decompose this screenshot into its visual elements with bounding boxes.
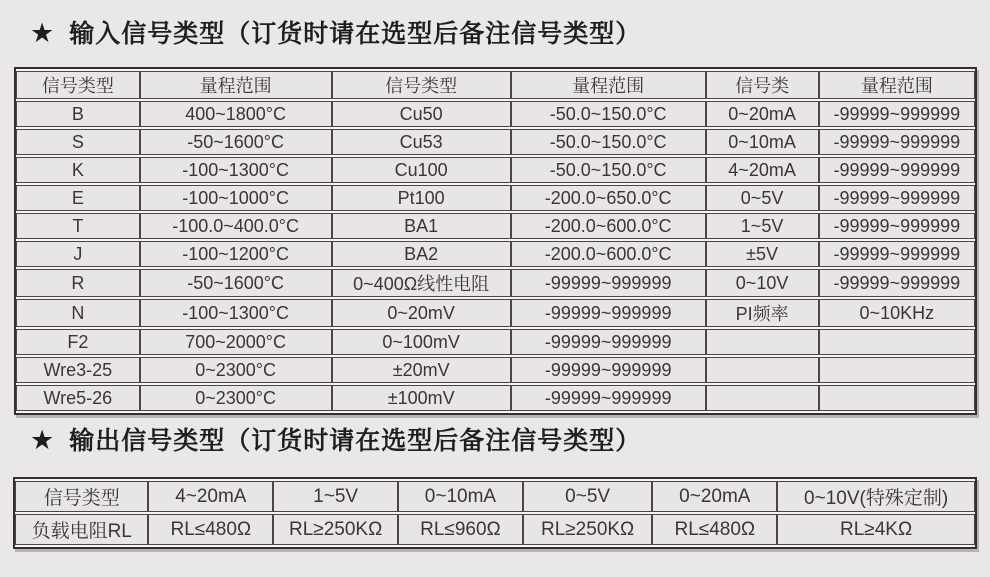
table-cell: T [16, 213, 140, 239]
table-row [16, 185, 975, 211]
table-cell: -99999~999999 [819, 213, 975, 239]
table-row [16, 269, 975, 297]
table-row [16, 129, 975, 155]
input-table-body [16, 101, 975, 411]
table-cell [706, 357, 819, 383]
table-cell: 0~10mA [398, 481, 523, 512]
table-cell: RL≥250KΩ [523, 514, 653, 545]
table-cell: ±100mV [332, 385, 511, 411]
table-row [16, 213, 975, 239]
table-cell: -100~1300°C [140, 157, 332, 183]
table-cell: -99999~999999 [819, 241, 975, 267]
table-cell [706, 385, 819, 411]
table-cell: E [16, 185, 140, 211]
column-header: 信号类型 [332, 71, 511, 99]
table-row [16, 241, 975, 267]
table-cell: -100.0~400.0°C [140, 213, 332, 239]
table-cell: 负载电阻RL [15, 514, 148, 545]
table-cell: 4~20mA [706, 157, 819, 183]
table-cell: S [16, 129, 140, 155]
table-cell: 信号类型 [15, 481, 148, 512]
star-icon: ★ [30, 425, 56, 455]
table-cell: RL≤480Ω [652, 514, 777, 545]
table-cell: B [16, 101, 140, 127]
output-signal-table [15, 479, 975, 547]
input-table-header-row [16, 71, 975, 99]
table-cell: PI频率 [706, 299, 819, 327]
table-cell: Cu53 [332, 129, 511, 155]
table-cell [819, 329, 975, 355]
table-cell: -50.0~150.0°C [511, 101, 706, 127]
table-cell: 4~20mA [148, 481, 273, 512]
input-signal-table [16, 69, 975, 413]
table-cell: -99999~999999 [511, 357, 706, 383]
table-cell: 0~5V [523, 481, 653, 512]
table-cell [819, 385, 975, 411]
table-cell: 0~2300°C [140, 385, 332, 411]
input-section-title-text: 输入信号类型（订货时请在选型后备注信号类型） [69, 20, 642, 48]
table-row [15, 514, 975, 545]
table-cell: N [16, 299, 140, 327]
table-cell: 0~10KHz [819, 299, 975, 327]
table-cell: -100~1300°C [140, 299, 332, 327]
table-cell: 400~1800°C [140, 101, 332, 127]
output-table-body [15, 481, 975, 545]
column-header: 量程范围 [140, 71, 332, 99]
table-cell: RL≤480Ω [148, 514, 273, 545]
table-cell: -99999~999999 [819, 185, 975, 211]
table-cell: 0~400Ω线性电阻 [332, 269, 511, 297]
table-cell: RL≥250KΩ [273, 514, 398, 545]
table-cell: -99999~999999 [819, 129, 975, 155]
input-signal-table-container [14, 67, 977, 415]
column-header: 量程范围 [511, 71, 706, 99]
output-section-title-text: 输出信号类型（订货时请在选型后备注信号类型） [69, 427, 642, 455]
table-cell: -99999~999999 [511, 329, 706, 355]
table-cell: Cu100 [332, 157, 511, 183]
table-cell: -100~1200°C [140, 241, 332, 267]
table-row [16, 157, 975, 183]
output-signal-table-container [13, 477, 977, 549]
table-cell: Pt100 [332, 185, 511, 211]
column-header: 量程范围 [819, 71, 975, 99]
table-cell: -99999~999999 [511, 385, 706, 411]
table-cell: -99999~999999 [819, 269, 975, 297]
table-cell [706, 329, 819, 355]
table-cell: Cu50 [332, 101, 511, 127]
table-cell: 0~20mA [652, 481, 777, 512]
table-cell: Wre3-25 [16, 357, 140, 383]
table-cell: 0~2300°C [140, 357, 332, 383]
table-cell: R [16, 269, 140, 297]
table-cell: F2 [16, 329, 140, 355]
table-cell: -99999~999999 [819, 157, 975, 183]
table-cell: 0~20mV [332, 299, 511, 327]
table-cell: -50~1600°C [140, 129, 332, 155]
table-cell: -50.0~150.0°C [511, 157, 706, 183]
table-cell: 1~5V [273, 481, 398, 512]
table-cell: ±20mV [332, 357, 511, 383]
table-cell: 0~10V [706, 269, 819, 297]
table-cell: -200.0~650.0°C [511, 185, 706, 211]
table-row [16, 101, 975, 127]
table-row [16, 299, 975, 327]
table-cell: -50~1600°C [140, 269, 332, 297]
table-cell: 0~10V(特殊定制) [777, 481, 975, 512]
table-cell: K [16, 157, 140, 183]
table-cell: -200.0~600.0°C [511, 213, 706, 239]
table-row [16, 357, 975, 383]
table-cell: BA2 [332, 241, 511, 267]
table-cell: RL≥4KΩ [777, 514, 975, 545]
table-cell: -99999~999999 [819, 101, 975, 127]
table-cell: RL≤960Ω [398, 514, 523, 545]
input-section-title [30, 14, 641, 50]
table-row [16, 385, 975, 411]
table-cell: 0~100mV [332, 329, 511, 355]
column-header: 信号类 [706, 71, 819, 99]
table-cell [819, 357, 975, 383]
table-cell: -99999~999999 [511, 269, 706, 297]
table-cell: -50.0~150.0°C [511, 129, 706, 155]
table-row [15, 481, 975, 512]
table-cell: -99999~999999 [511, 299, 706, 327]
table-cell: 1~5V [706, 213, 819, 239]
table-cell: -100~1000°C [140, 185, 332, 211]
output-section-title [30, 421, 641, 457]
table-cell: 0~5V [706, 185, 819, 211]
table-cell: Wre5-26 [16, 385, 140, 411]
table-row [16, 329, 975, 355]
star-icon: ★ [30, 18, 56, 48]
table-cell: ±5V [706, 241, 819, 267]
table-cell: 0~10mA [706, 129, 819, 155]
table-cell: -200.0~600.0°C [511, 241, 706, 267]
column-header: 信号类型 [16, 71, 140, 99]
table-cell: BA1 [332, 213, 511, 239]
table-cell: 700~2000°C [140, 329, 332, 355]
table-cell: 0~20mA [706, 101, 819, 127]
table-cell: J [16, 241, 140, 267]
